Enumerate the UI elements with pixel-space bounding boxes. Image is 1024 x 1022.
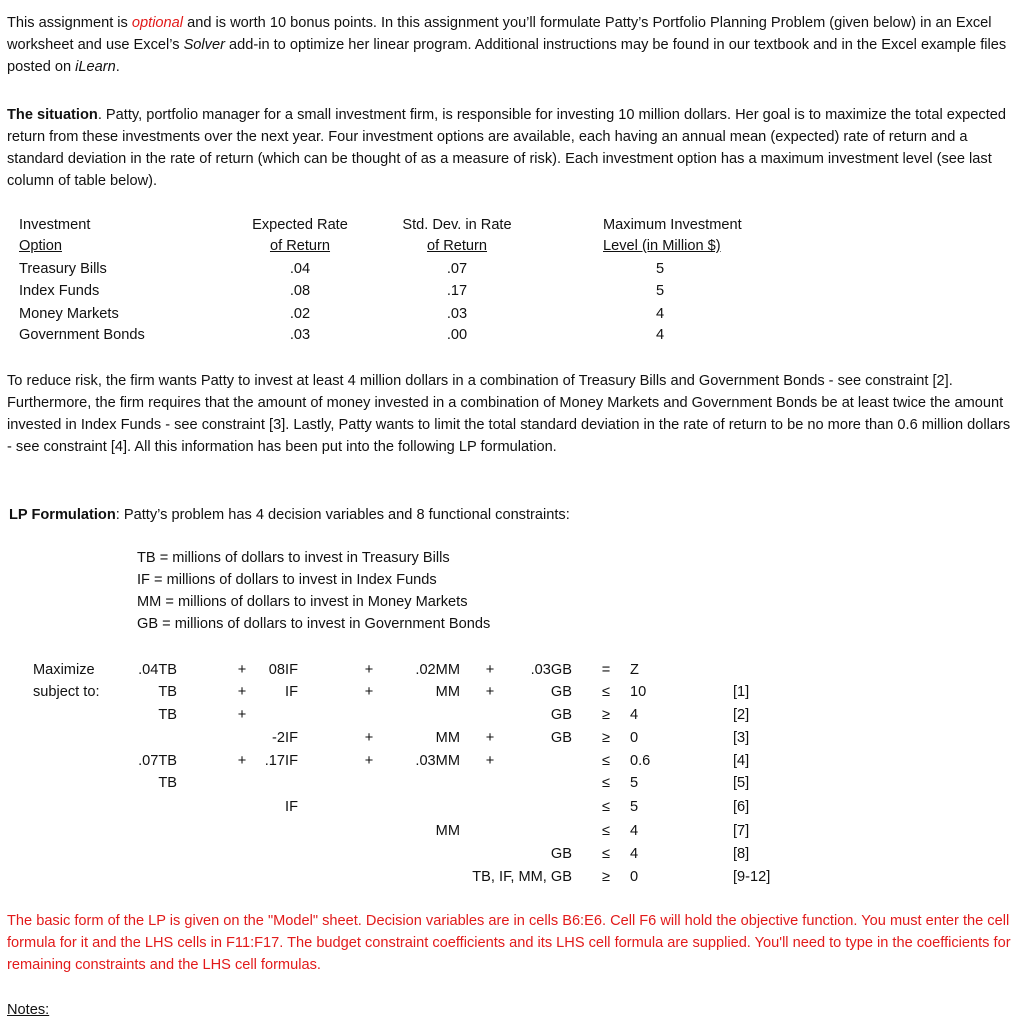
lp-op-cell: ≤	[601, 684, 610, 700]
intro-paragraph: This assignment is optional and is worth 10 bonus points. In this assignment you’ll formulate Patty’s Portfolio Planning Problem (given below) in an Excel worksheet and use Excel’s Solver add-in to optimize her linear program. Additional instructions may be found in our textbook and in the Excel example files posted on iLearn.	[7, 15, 1007, 75]
lp-num-cell: [3]	[733, 730, 750, 746]
lp-num-cell: [6]	[733, 799, 750, 815]
subject-to-label: subject to:	[33, 684, 100, 700]
lp-op-cell: ≤	[601, 823, 610, 839]
lp-gb-cell: GB	[550, 846, 572, 862]
lp-tb-cell: .04TB	[138, 662, 177, 678]
table-header-max-1: Maximum Investment	[603, 217, 742, 233]
lp-op-cell: ≤	[601, 846, 610, 862]
optional-emphasis: optional	[131, 15, 184, 31]
intro-text-3: add-in to optimize her linear program. Additional instructions may be found in our textbook and in the Excel example files posted on	[7, 37, 1007, 75]
table-header-option-1: Investment	[19, 217, 91, 233]
lp-gb-cell: .03GB	[530, 662, 572, 678]
variable-def-tb: TB = millions of dollars to invest in Treasury Bills	[137, 550, 450, 566]
lp-op-cell: ≤	[601, 799, 610, 815]
lp-rhs-cell: 4	[630, 823, 639, 839]
table-header-max-2: Level (in Million $)	[603, 238, 721, 254]
lp-tb-cell: TB	[158, 707, 177, 723]
ilearn-emphasis: iLearn	[75, 59, 116, 75]
lp-heading: LP Formulation	[9, 507, 116, 523]
table-header-sd-2: of Return	[426, 238, 488, 254]
lp-gb-cell: GB	[550, 684, 572, 700]
lp-op-cell: ≥	[601, 730, 610, 746]
lp-op-cell: ≥	[601, 707, 610, 723]
maximize-label: Maximize	[33, 662, 95, 678]
lp-p3-cell: +	[485, 684, 495, 700]
lp-p2-cell: +	[364, 730, 374, 746]
lp-mm-cell: MM	[435, 684, 460, 700]
lp-num-cell: [2]	[733, 707, 750, 723]
variable-def-gb: GB = millions of dollars to invest in Government Bonds	[137, 616, 491, 632]
lp-mm-cell: .02MM	[415, 662, 460, 678]
lp-if-cell: IF	[285, 799, 298, 815]
lp-tb-cell: TB	[158, 775, 177, 791]
lp-p2-cell: +	[364, 662, 374, 678]
lp-gb-cell: GB	[550, 730, 572, 746]
lp-rhs-cell: 5	[630, 775, 639, 791]
lp-p2-cell: +	[364, 753, 374, 769]
situation-text: . Patty, portfolio manager for a small investment firm, is responsible for investing 10 million dollars. Her goal is to maximize the total expected return from these investments over the next year. Four investment options are available, each having an annual mean (expected) rate of return and a standard deviation in the rate of return (which can be thought of as a measure of risk). Each investment option has a maximum investment level (see last column of table below).	[7, 107, 1006, 189]
lp-if-cell: -2IF	[272, 730, 298, 746]
lp-rhs-cell: Z	[630, 662, 639, 678]
lp-p1-cell: +	[237, 707, 247, 723]
lp-if-cell: IF	[285, 684, 298, 700]
lp-mm-cell: MM	[435, 730, 460, 746]
lp-num-cell: [8]	[733, 846, 750, 862]
lp-mm-cell: .03MM	[415, 753, 460, 769]
lp-p1-cell: +	[237, 662, 247, 678]
lp-if-cell: 08IF	[268, 662, 298, 678]
lp-rhs-cell: 0.6	[630, 753, 651, 769]
lp-mm-cell: MM	[435, 823, 460, 839]
table-header-sd-1: Std. Dev. in Rate	[402, 217, 512, 233]
table-header-option-2: Option	[19, 238, 62, 254]
lp-if-cell: .17IF	[264, 753, 298, 769]
lp-rhs-cell: 4	[630, 846, 639, 862]
lp-nonneg-rhs: 0	[630, 869, 639, 885]
lp-op-cell: ≤	[601, 775, 610, 791]
table-header-rate-2: of Return	[269, 238, 331, 254]
lp-intro-text: : Patty’s problem has 4 decision variables and 8 functional constraints:	[115, 507, 570, 523]
lp-nonneg-op: ≥	[601, 869, 610, 885]
lp-rhs-cell: 0	[630, 730, 639, 746]
lp-rhs-cell: 4	[630, 707, 639, 723]
lp-nonneg-text: TB, IF, MM, GB	[472, 869, 572, 885]
variable-def-mm: MM = millions of dollars to invest in Money Markets	[137, 594, 468, 610]
table-header-rate-1: Expected Rate	[252, 217, 348, 233]
situation-heading: The situation	[7, 107, 98, 123]
solver-emphasis: Solver	[183, 37, 225, 53]
lp-gb-cell: GB	[550, 707, 572, 723]
model-sheet-note: The basic form of the LP is given on the "Model" sheet. Decision variables are in cells B6:E6. Cell F6 will hold the objective function. You must enter the cell formula for it and the LHS cells in F11:F17. The budget constraint coefficients and its LHS cell formula are supplied. You'll need to type in the coefficients for remaining constraints and the LHS cell formulas.	[7, 913, 1011, 973]
lp-p1-cell: +	[237, 684, 247, 700]
lp-tb-cell: TB	[158, 684, 177, 700]
variable-def-if: IF = millions of dollars to invest in Index Funds	[137, 572, 437, 588]
lp-op-cell: ≤	[601, 753, 610, 769]
lp-op-cell: =	[601, 662, 611, 678]
lp-p1-cell: +	[237, 753, 247, 769]
risk-paragraph: To reduce risk, the firm wants Patty to invest at least 4 million dollars in a combination of Treasury Bills and Government Bonds - see constraint [2]. Furthermore, the firm requires that the amount of money invested in a combination of Money Markets and Government Bonds be at least twice the amount invested in Index Funds - see constraint [3]. Lastly, Patty wants to limit the total standard deviation in the rate of return to be no more than 0.6 million dollars - see constraint [4]. All this information has been put into the following LP formulation.	[7, 373, 1011, 455]
lp-intro	[9, 504, 1021, 526]
lp-p3-cell: +	[485, 662, 495, 678]
lp-p3-cell: +	[485, 753, 495, 769]
lp-num-cell: [1]	[733, 684, 750, 700]
lp-p3-cell: +	[485, 730, 495, 746]
intro-text-1: This assignment is	[7, 15, 132, 31]
lp-num-cell: [4]	[733, 753, 750, 769]
lp-rhs-cell: 5	[630, 799, 639, 815]
lp-tb-cell: .07TB	[138, 753, 177, 769]
lp-num-cell: [7]	[733, 823, 750, 839]
lp-nonneg-num: [9-12]	[733, 869, 771, 885]
lp-num-cell: [5]	[733, 775, 750, 791]
lp-p2-cell: +	[364, 684, 374, 700]
notes-label: Notes:	[7, 1002, 50, 1018]
intro-text-2: and is worth 10 bonus points. In this assignment you’ll formulate Patty’s Portfolio Planning Problem (given below) in an Excel worksheet and use Excel’s	[7, 15, 992, 53]
situation-paragraph	[7, 104, 1019, 192]
lp-rhs-cell: 10	[630, 684, 647, 700]
